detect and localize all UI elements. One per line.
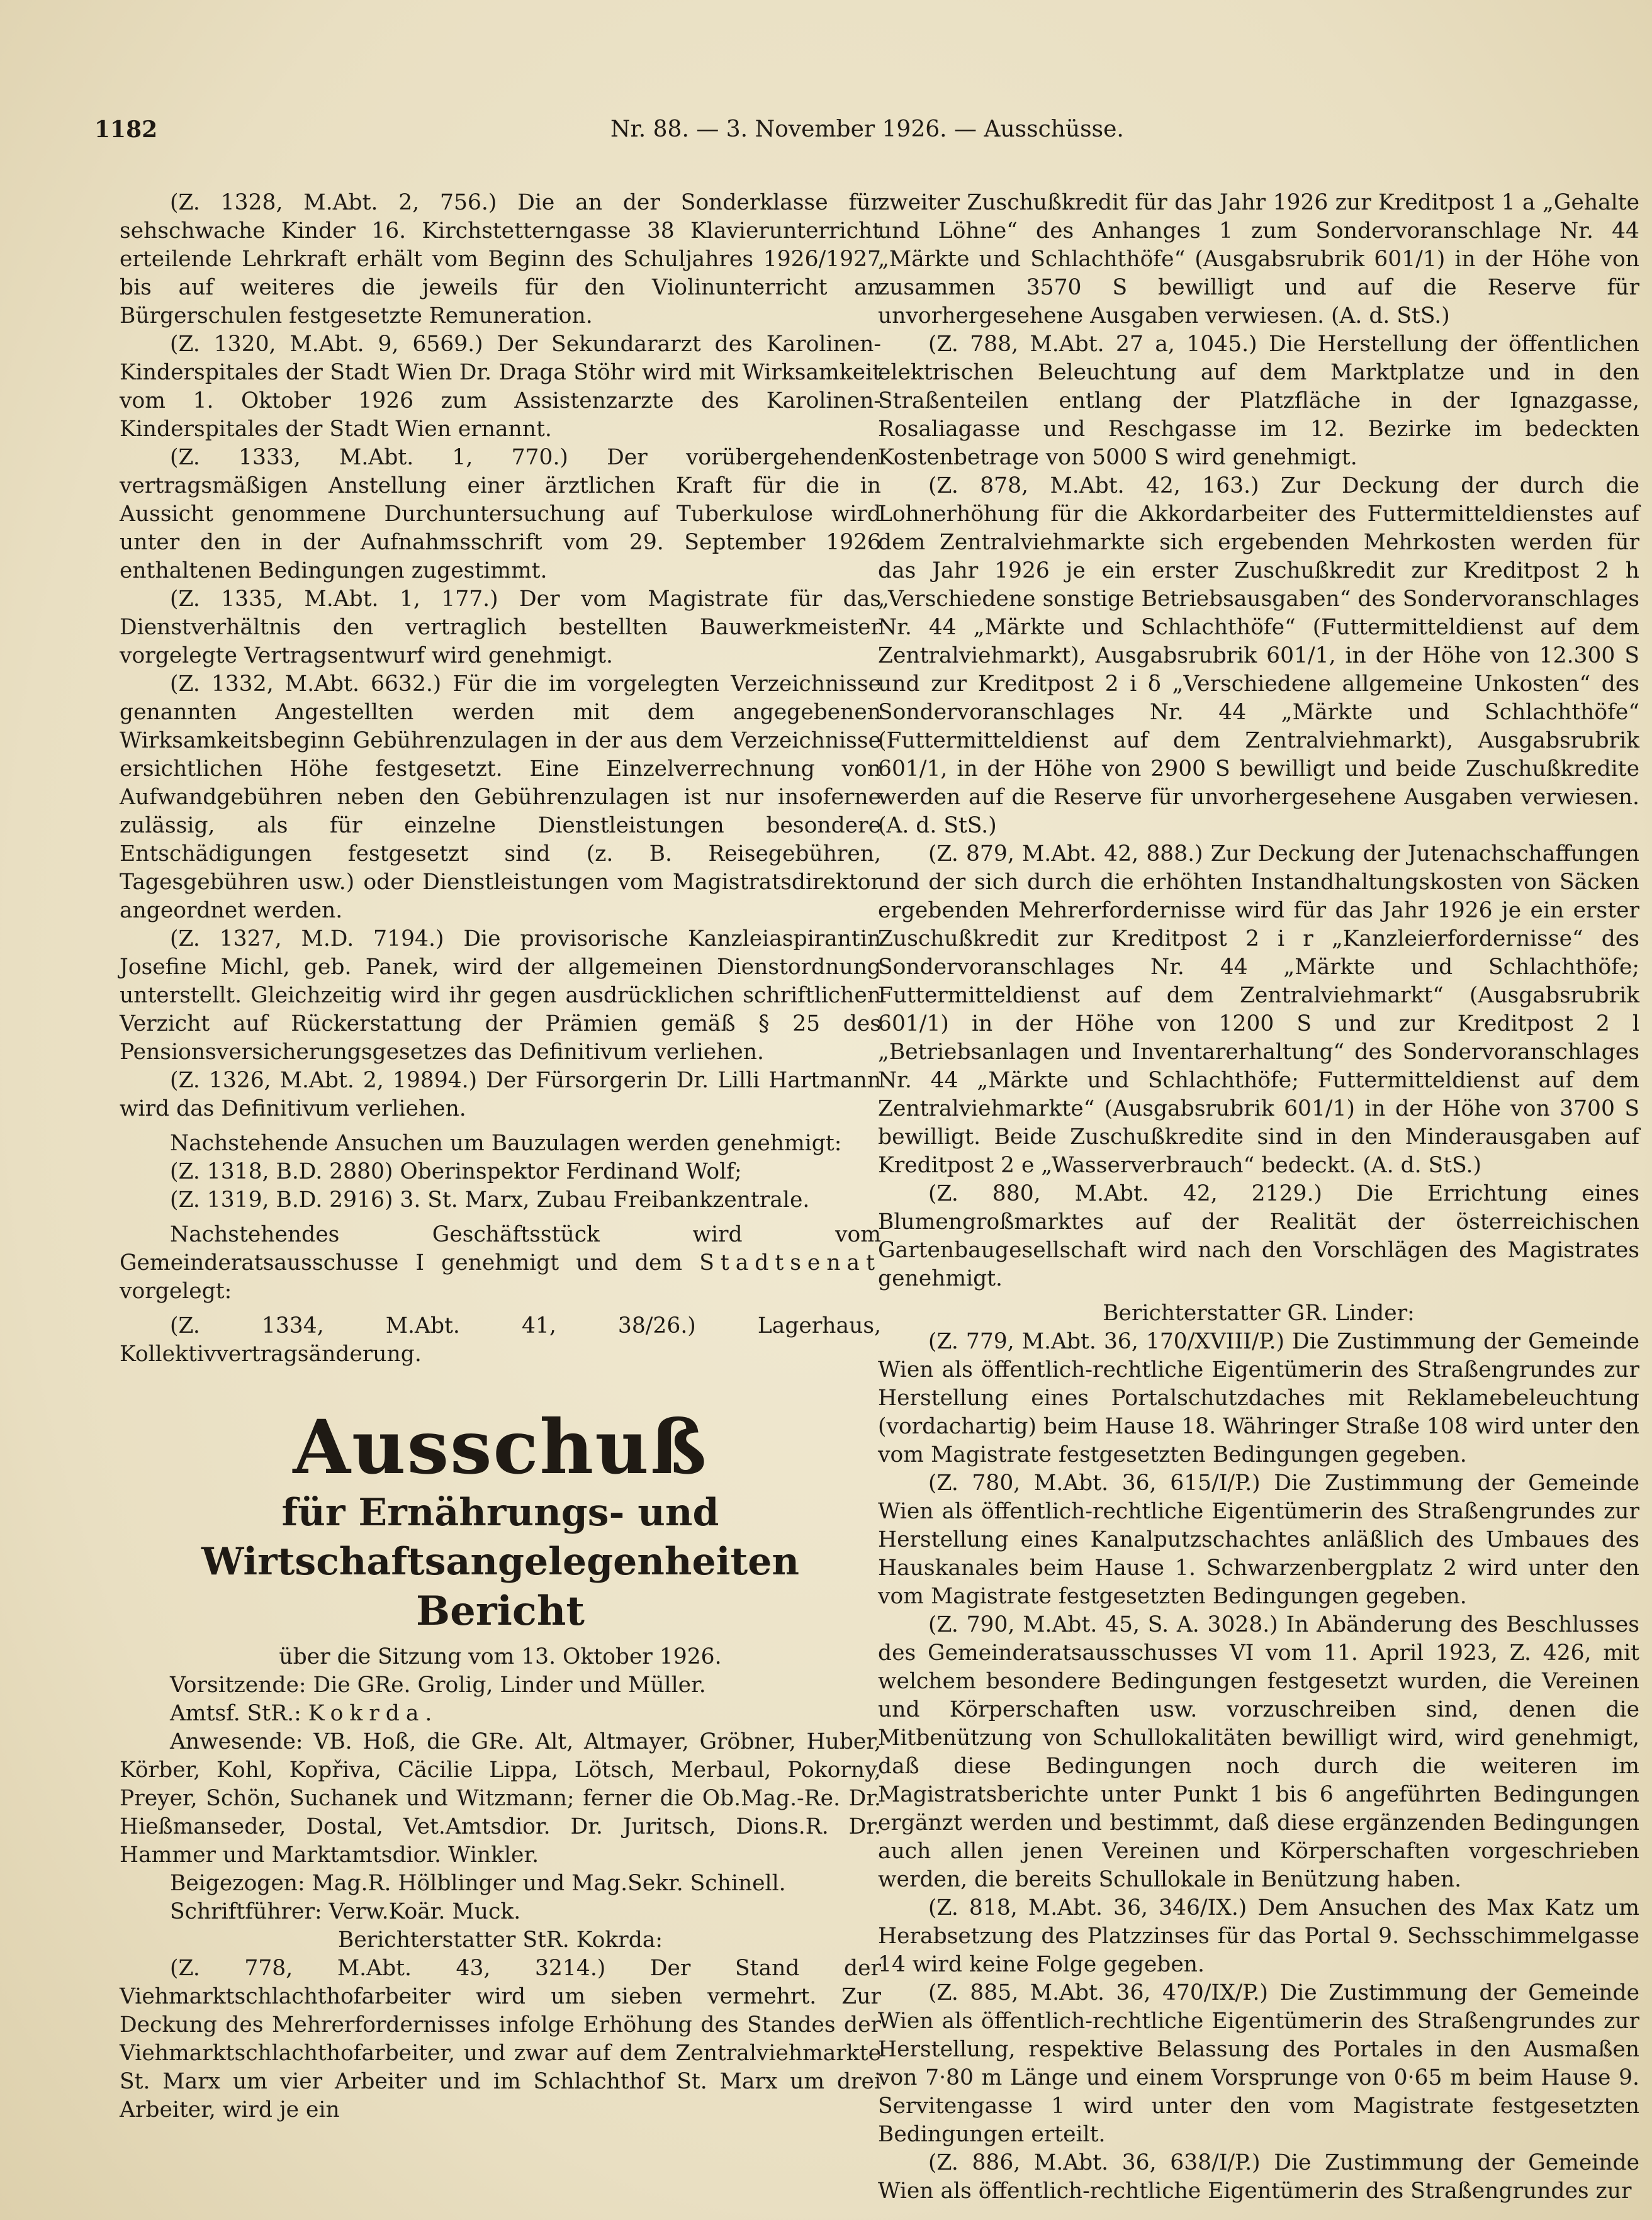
left-column — [120, 189, 881, 2124]
present-paragraph — [120, 1728, 881, 1870]
paragraph: (Z. 880, M.Abt. 42, 2129.) Die Errichtung eines Blumengroßmarktes auf der Realität der österreichischen Gartenbaugesellschaft wird nach den Vorschlägen des Magistrates genehmigt. — [878, 1181, 1639, 1291]
text-span: VB. Hoß, die GRe. Alt, Altmayer, Gröbner, Huber, Körber, Kohl, Kopřiva, Cäcilie Lippa, Lötsch, Merbaul, Pokorny, Preyer, Schön, Suchanek und Witzmann; ferner die Ob.Mag.-Re. Dr. Hießmanseder, Dostal, Vet.Amtsdior. Dr. Juritsch, Dions.R. Dr. Hammer und Marktamtsdior. Winkler. — [120, 1729, 881, 1868]
paragraph: (Z. 1318, B.D. 2880) Oberinspektor Ferdinand Wolf; — [170, 1159, 742, 1184]
running-title: Nr. 88. — 3. November 1926. — Ausschüsse. — [610, 116, 1124, 142]
paragraph: (Z. 1328, M.Abt. 2, 756.) Die an der Sonderklasse für sehschwache Kinder 16. Kirchstetterngasse 38 Klavierunterricht erteilende Lehrkraft erhält vom Beginn des Schuljahres 1926/1927 bis auf weiteres die jeweils für den Violinunterricht an Bürgerschulen festgesetzte Remuneration. — [120, 190, 881, 328]
paragraph: (Z. 1333, M.Abt. 1, 770.) Der vorübergehenden vertragsmäßigen Anstellung einer ärztlichen Kraft für die in Aussicht genommene Durchuntersuchung auf Tuberkulose wird unter den in der Aufnahmsschrift vom 29. September 1926 enthaltenen Bedingungen zugestimmt. — [120, 445, 881, 583]
paragraph: zweiter Zuschußkredit für das Jahr 1926 zur Kreditpost 1 a „Gehalte und Löhne“ des Anhanges 1 zum Sondervoranschlage Nr. 44 „Märkte und Schlachthöfe“ (Ausgabsrubrik 601/1) in der Höhe von zusammen 3570 S bewilligt und auf die Reserve für unvorhergesehene Ausgaben verwiesen. (A. d. StS.) — [878, 190, 1639, 328]
text-span: Kokrda. — [308, 1701, 439, 1726]
text-span: Mag.R. Hölblinger und Mag.Sekr. Schinell. — [312, 1871, 786, 1896]
reporter-line: Berichterstatter GR. Linder: — [1103, 1301, 1415, 1326]
paragraph: (Z. 878, M.Abt. 42, 163.) Zur Deckung der durch die Lohnerhöhung für die Akkordarbeiter des Futtermitteldienstes auf dem Zentralviehmarkte sich ergebenden Mehrkosten werden für das Jahr 1926 je ein erster Zuschußkredit zur Kreditpost 2 h „Verschiedene sonstige Betriebsausgaben“ des Sondervoranschlages Nr. 44 „Märkte und Schlachthöfe“ (Futtermitteldienst auf dem Zentralviehmarkt), Ausgabsrubrik 601/1, in der Höhe von 12.300 S und zur Kreditpost 2 i δ „Verschiedene allgemeine Unkosten“ des Sondervoranschlages Nr. 44 „Märkte und Schlachthöfe“ (Futtermitteldienst auf dem Zentralviehmarkt), Ausgabsrubrik 601/1, in der Höhe von 2900 S bewilligt und beide Zuschußkredite werden auf die Reserve für unvorhergesehene Ausgaben verwiesen. (A. d. StS.) — [878, 473, 1639, 838]
paragraph: (Z. 1327, M.D. 7194.) Die provisorische Kanzleiaspirantin Josefine Michl, geb. Panek, wird der allgemeinen Dienstordnung unterstellt. Gleichzeitig wird ihr gegen ausdrücklichen schriftlichen Verzicht auf Rückerstattung der Prämien gemäß § 25 des Pensionsversicherungsgesetzes das Definitivum verliehen. — [120, 926, 881, 1065]
paragraph: (Z. 1332, M.Abt. 6632.) Für die im vorgelegten Verzeichnisse genannten Angestellten werden mit dem angegebenen Wirksamkeitsbeginn Gebührenzulagen in der aus dem Verzeichnisse ersichtlichen Höhe festgesetzt. Eine Einzelverrechnung von Aufwandgebühren neben den Gebührenzulagen ist nur insoferne zulässig, als für einzelne Dienstleistungen besondere Entschädigungen festgesetzt sind (z. B. Reisegebühren, Tagesgebühren usw.) oder Dienstleistungen vom Magistratsdirektor angeordnet werden. — [120, 671, 881, 923]
label: Beigezogen: — [170, 1871, 305, 1896]
paragraph: (Z. 778, M.Abt. 43, 3214.) Der Stand der Viehmarktschlachthofarbeiter wird um sieben vermehrt. Zur Deckung des Mehrerfordernisses infolge Erhöhung des Standes der Viehmarktschlachthofarbeiter, und zwar auf dem Zentralviehmarkte St. Marx um vier Arbeiter und im Schlachthof St. Marx um drei Arbeiter, wird je ein — [120, 1956, 881, 2122]
right-column — [878, 189, 1639, 2206]
paragraph: (Z. 788, M.Abt. 27 a, 1045.) Die Herstellung der öffentlichen elektrischen Beleuchtung auf dem Marktplatze und in den Straßenteilen entlang der Platzfläche in der Ignazgasse, Rosaliagasse und Reschgasse im 12. Bezirke im bedeckten Kostenbetrage von 5000 S wird genehmigt. — [878, 332, 1639, 470]
paragraph: (Z. 818, M.Abt. 36, 346/IX.) Dem Ansuchen des Max Katz um Herabsetzung des Platzzinses für das Portal 9. Sechsschimmelgasse 14 wird keine Folge gegeben. — [878, 1895, 1639, 1977]
text-span: Die GRe. Grolig, Linder und Müller. — [313, 1673, 706, 1698]
text-span: Nachstehendes Geschäftsstück wird vom Gemeinderatsausschusse I genehmigt und dem — [120, 1222, 881, 1275]
paragraph: (Z. 886, M.Abt. 36, 638/I/P.) Die Zustimmung der Gemeinde Wien als öffentlich-rechtliche Eigentümerin des Straßengrundes zur — [878, 2150, 1639, 2204]
label: Amtsf. StR.: — [170, 1701, 301, 1726]
page-number: 1182 — [94, 116, 158, 143]
attached-paragraph — [120, 1870, 881, 1898]
paragraph: (Z. 879, M.Abt. 42, 888.) Zur Deckung der Jutenachschaffungen und der sich durch die erhöhten Instandhaltungskosten von Säcken ergebenden Mehrerfordernisse wird für das Jahr 1926 je ein erster Zuschußkredit zur Kreditpost 2 i r „Kanzleierfordernisse“ des Sondervoranschlages Nr. 44 „Märkte und Schlachthöfe; Futtermitteldienst auf dem Zentralviehmarkt“ (Ausgabsrubrik 601/1) in der Höhe von 1200 S und zur Kreditpost 2 l „Betriebsanlagen und Inventarerhaltung“ des Sondervoranschlages Nr. 44 „Märkte und Schlachthöfe; Futtermitteldienst auf dem Zentralviehmarkte“ (Ausgabsrubrik 601/1) in der Höhe von 3700 S bewilligt. Beide Zuschußkredite sind in den Minderausgaben auf Kreditpost 2 e „Wasserverbrauch“ bedeckt. (A. d. StS.) — [878, 841, 1639, 1178]
paragraph: (Z. 779, M.Abt. 36, 170/XVIII/P.) Die Zustimmung der Gemeinde Wien als öffentlich-rechtliche Eigentümerin des Straßengrundes zur Herstellung eines Portalschutzdaches mit Reklamebeleuchtung (vordachartig) beim Hause 18. Währinger Straße 108 wird unter den vom Magistrate festgesetzten Bedingungen gegeben. — [878, 1329, 1639, 1467]
paragraph: (Z. 1326, M.Abt. 2, 19894.) Der Fürsorgerin Dr. Lilli Hartmann wird das Definitivum verliehen. — [120, 1068, 881, 1121]
text-span: Verw.Koär. Muck. — [329, 1899, 521, 1924]
paragraph: (Z. 1320, M.Abt. 9, 6569.) Der Sekundararzt des Karolinen-Kinderspitales der Stadt Wien Dr. Draga Stöhr wird mit Wirksamkeit vom 1. Oktober 1926 zum Assistenzarzte des Karolinen-Kinderspitales der Stadt Wien ernannt. — [120, 332, 881, 442]
reporter-line: Berichterstatter StR. Kokrda: — [337, 1927, 663, 1953]
section-subtitle: für Ernährungs- und Wirtschaftsangelegenheiten — [201, 1491, 799, 1584]
label: Schriftführer: — [170, 1899, 322, 1924]
paragraph: (Z. 1334, M.Abt. 41, 38/26.) Lagerhaus, Kollektivvertragsänderung. — [120, 1313, 881, 1367]
label: Vorsitzende: — [170, 1673, 306, 1698]
paragraph: (Z. 1319, B.D. 2916) 3. St. Marx, Zubau Freibankzentrale. — [170, 1187, 810, 1213]
paragraph: (Z. 885, M.Abt. 36, 470/IX/P.) Die Zustimmung der Gemeinde Wien als öffentlich-rechtliche Eigentümerin des Straßengrundes zur Herstellung, respektive Belassung des Portales in den Ausmaßen von 7·80 m Länge und einem Vorsprunge von 0·65 m beim Hause 9. Servitengasse 1 wird unter den vom Magistrate festgesetzten Bedingungen erteilt. — [878, 1980, 1639, 2147]
section-title: Ausschuß — [293, 1403, 708, 1491]
text-span: vorgelegt: — [120, 1279, 232, 1304]
secretary-paragraph — [120, 1898, 881, 1926]
page-header — [94, 116, 1542, 154]
section-heading — [120, 1403, 881, 1637]
paragraph: (Z. 790, M.Abt. 45, S. A. 3028.) In Abänderung des Beschlusses des Gemeinderatsausschusses VI vom 11. April 1923, Z. 426, mit welchem besondere Bedingungen festgesetzt wurden, die Vereinen und Körperschaften usw. vorzuschreiben sind, denen die Mitbenützung von Schullokalitäten bewilligt wird, wird genehmigt, daß diese Bedingungen noch durch die weiteren im Magistratsberichte unter Punkt 1 bis 6 angeführten Bedingungen ergänzt werden und bestimmt, daß diese ergänzenden Bedingungen auch allen jenen Vereinen und Körperschaften vorgeschrieben werden, die bereits Schullokale in Benützung haben. — [878, 1612, 1639, 1892]
chair-paragraph — [120, 1671, 881, 1700]
session-line: über die Sitzung vom 13. Oktober 1926. — [279, 1644, 722, 1669]
label: Anwesende: — [170, 1729, 303, 1754]
paragraph: Nachstehende Ansuchen um Bauzulagen werden genehmigt: — [170, 1131, 842, 1156]
paragraph: (Z. 780, M.Abt. 36, 615/I/P.) Die Zustimmung der Gemeinde Wien als öffentlich-rechtliche Eigentümerin des Straßengrundes zur Herstellung eines Kanalputzschachtes anläßlich des Umbaues des Hauskanales beim Hause 1. Schwarzenbergplatz 2 wird unter den vom Magistrate festgesetzten Bedingungen gegeben. — [878, 1471, 1639, 1609]
amtsf-paragraph — [120, 1700, 881, 1728]
report-heading: Bericht — [416, 1588, 585, 1635]
paragraph: (Z. 1335, M.Abt. 1, 177.) Der vom Magistrate für das Dienstverhältnis den vertraglich bestellten Bauwerkmeister vorgelegte Vertragsentwurf wird genehmigt. — [120, 586, 881, 668]
paragraph — [120, 1221, 881, 1306]
spaced-text: Stadtsenat — [699, 1250, 881, 1275]
